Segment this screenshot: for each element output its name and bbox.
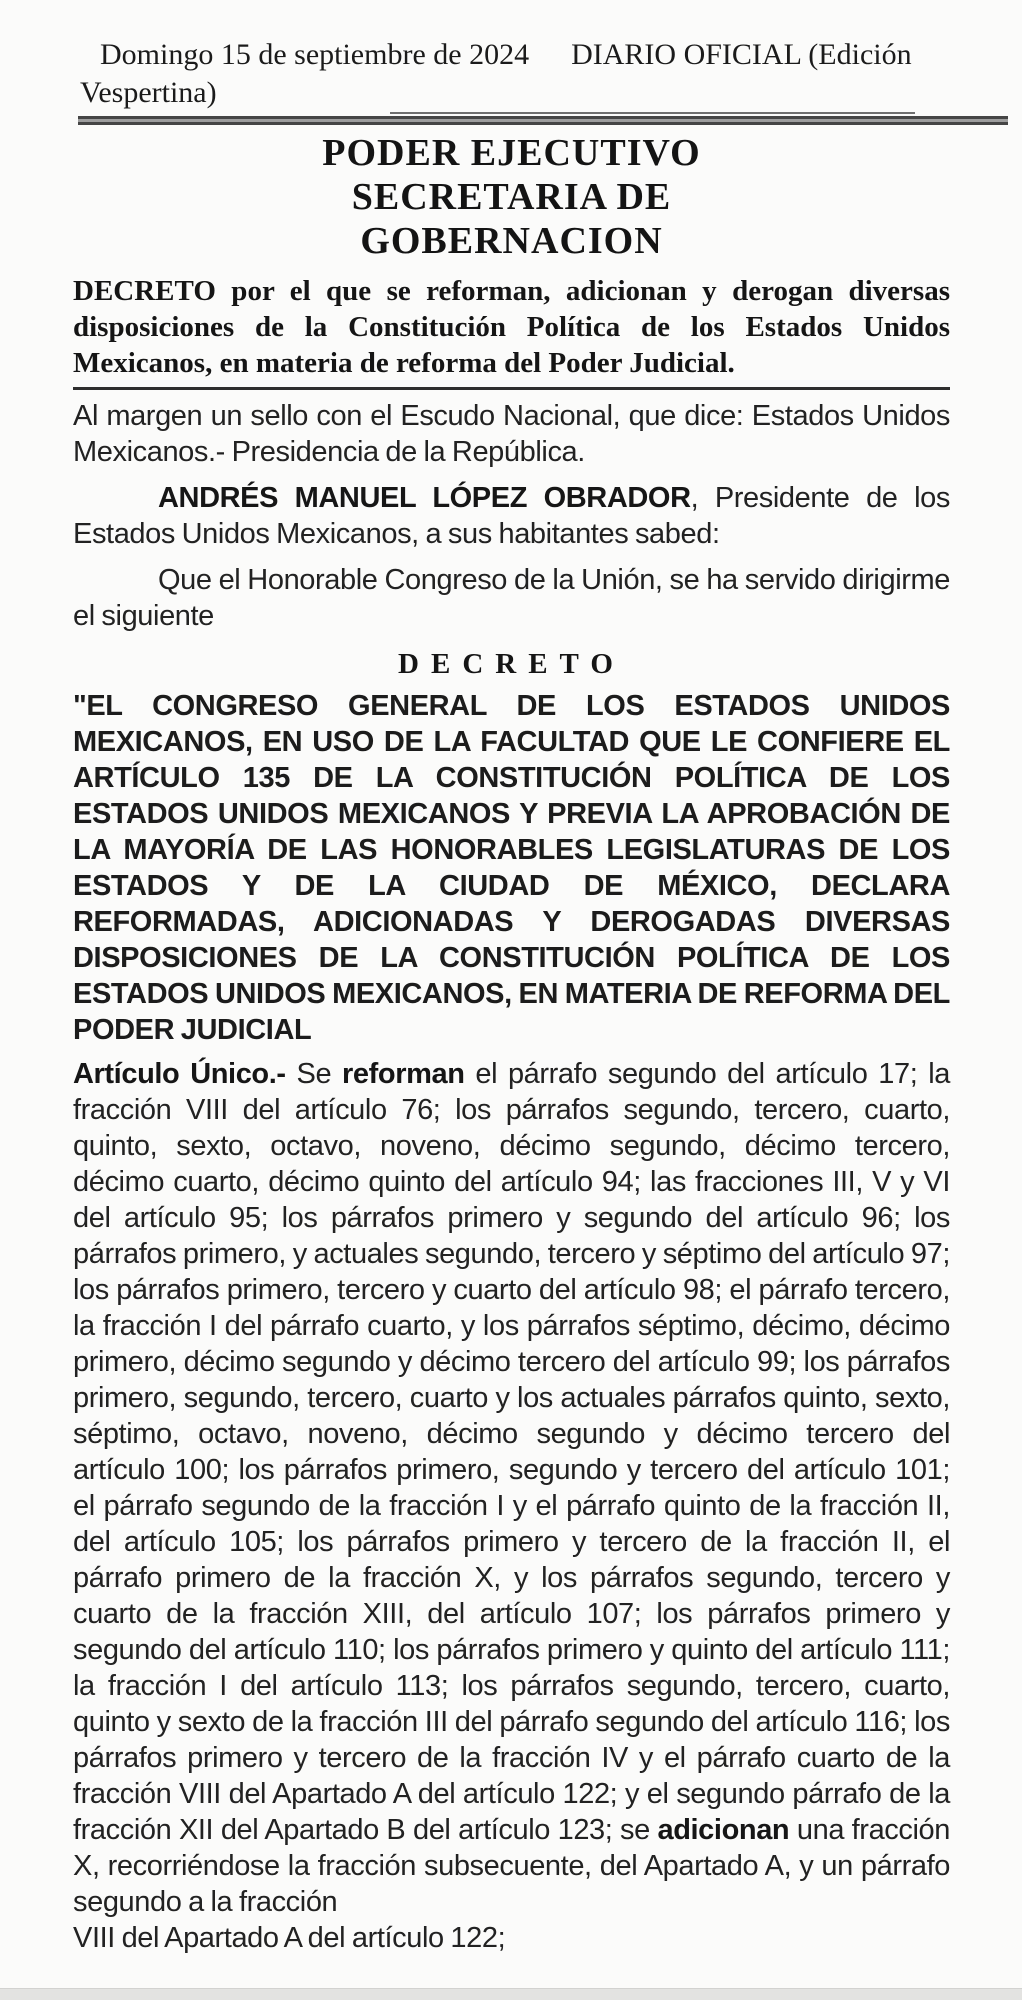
masthead-line-1	[73, 36, 950, 74]
agency-heading-line-2: SECRETARIA DE	[351, 176, 672, 218]
masthead-title-wrap: Vespertina)	[80, 76, 217, 109]
decree-summary-rule	[73, 387, 950, 390]
decreto-heading: DECRETO	[398, 648, 625, 680]
congress-servitude-paragraph: Que el Honorable Congreso de la Unión, se ha servido dirigirme el siguiente	[73, 564, 950, 632]
clipped-text-line: VIII del Apartado A del artículo 122;	[73, 1922, 506, 1954]
congress-declaration: "EL CONGRESO GENERAL DE LOS ESTADOS UNIDOS MEXICANOS, EN USO DE LA FACULTAD QUE LE CONFIERE EL ARTÍCULO 135 DE LA CONSTITUCIÓN POLÍTICA DE LOS ESTADOS UNIDOS MEXICANOS Y PREVIA LA APROBACIÓN DE LA MAYORÍA DE LAS HONORABLES LEGISLATURAS DE LOS ESTADOS Y DE LA CIUDAD DE MÉXICO, DECLARA REFORMADAS, ADICIONADAS Y DEROGADAS DIVERSAS DISPOSICIONES DE LA CONSTITUCIÓN POLÍTICA DE LOS ESTADOS UNIDOS MEXICANOS, EN MATERIA DE REFORMA DEL PODER JUDICIAL	[73, 690, 950, 1046]
masthead-date: Domingo 15 de septiembre de 2024	[100, 38, 530, 71]
decree-summary: DECRETO por el que se reforman, adicionan y derogan diversas disposiciones de la Constitución Política de los Estados Unidos Mexicanos, en materia de reforma del Poder Judicial.	[73, 275, 950, 379]
masthead-separator-bar	[78, 116, 1008, 125]
masthead	[73, 36, 950, 112]
masthead-line-2	[73, 74, 950, 112]
masthead-title: DIARIO OFICIAL (Edición	[571, 38, 912, 71]
agency-heading-line-1: PODER EJECUTIVO	[322, 132, 701, 174]
article-unique-paragraph: Artículo Único.- Se reforman el párrafo segundo del artículo 17; la fracción VIII del artículo 76; los párrafos segundo, tercero, cuarto, quinto, sexto, octavo, noveno, décimo segundo, décimo tercero, décimo cuarto, décimo quinto del artículo 94; las fracciones III, V y VI del artículo 95; los párrafos primero y segundo del artículo 96; los párrafos primero, y actuales segundo, tercero y séptimo del artículo 97; los párrafos primero, tercero y cuarto del artículo 98; el párrafo tercero, la fracción I del párrafo cuarto, y los párrafos séptimo, décimo, décimo primero, décimo segundo y décimo tercero del artículo 99; los párrafos primero, segundo, tercero, cuarto y los actuales párrafos quinto, sexto, séptimo, octavo, noveno, décimo segundo y décimo tercero del artículo 100; los párrafos primero, segundo y tercero del artículo 101; el párrafo segundo de la fracción I y el párrafo quinto de la fracción II, del artículo 105; los párrafos primero y tercero de la fracción II, el párrafo primero de la fracción X, y los párrafos segundo, tercero y cuarto de la fracción XIII, del artículo 107; los párrafos primero y segundo del artículo 110; los párrafos primero y quinto del artículo 111; la fracción I del artículo 113; los párrafos segundo, tercero, cuarto, quinto y sexto de la fracción III del párrafo segundo del artículo 116; los párrafos primero y tercero de la fracción IV y el párrafo cuarto de la fracción VIII del Apartado A del artículo 122; y el segundo párrafo de la fracción XII del Apartado B del artículo 123; se adicionan una fracción X, recorriéndose la fracción subsecuente, del Apartado A, y un párrafo segundo a la fracción	[73, 1058, 950, 1918]
seal-paragraph: Al margen un sello con el Escudo Nacional, que dice: Estados Unidos Mexicanos.- Presidencia de la República.	[73, 400, 950, 468]
agency-heading-line-3: GOBERNACION	[360, 220, 663, 262]
president-paragraph: ANDRÉS MANUEL LÓPEZ OBRADOR, Presidente de los Estados Unidos Mexicanos, a sus habitantes sabed:	[73, 482, 950, 550]
bottom-edge-band	[0, 1988, 1022, 2000]
agency-heading	[73, 131, 950, 263]
masthead-thin-rule	[390, 112, 915, 114]
